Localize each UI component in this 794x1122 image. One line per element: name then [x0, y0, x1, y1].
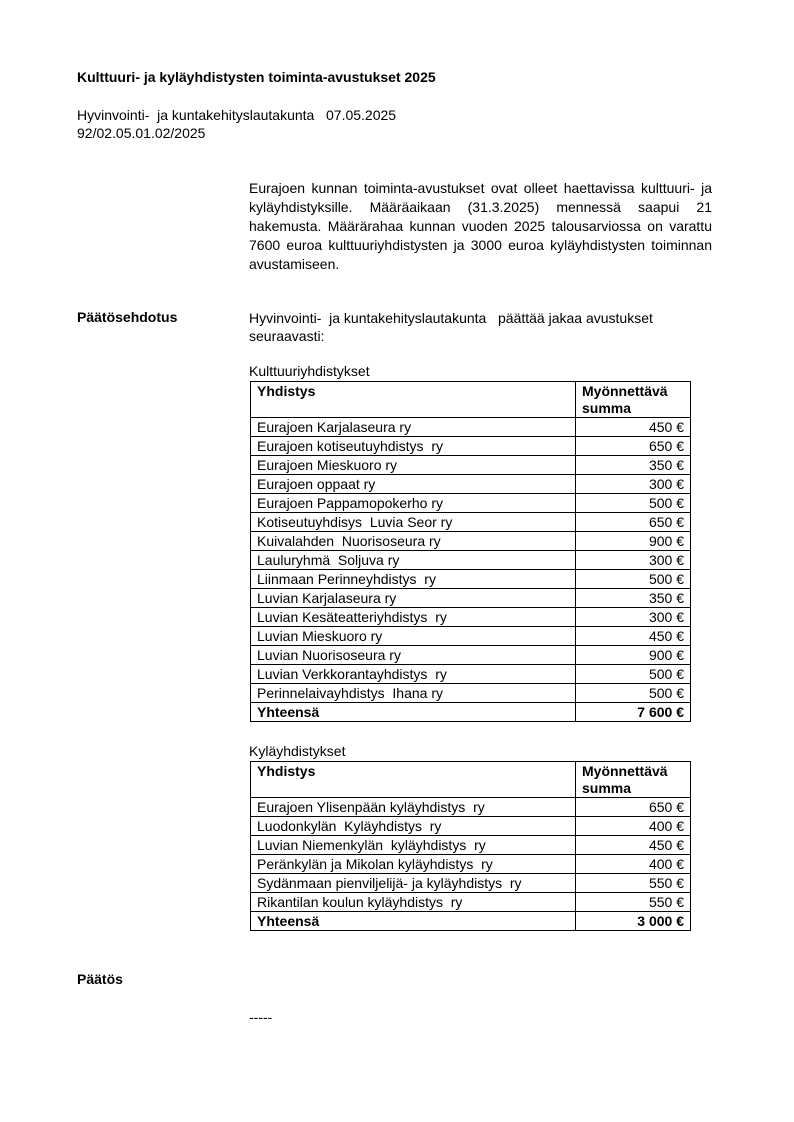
grant-amount: 300 €	[576, 475, 691, 494]
village-table-caption: Kyläyhdistykset	[249, 743, 346, 759]
table-row	[251, 684, 691, 703]
grant-amount: 550 €	[576, 893, 691, 912]
grant-amount: 900 €	[576, 646, 691, 665]
table-total-row	[251, 703, 691, 722]
column-header-name: Yhdistys	[251, 762, 576, 798]
table-row	[251, 608, 691, 627]
association-name: Luvian Kesäteatteriyhdistys ry	[251, 608, 576, 627]
table-row	[251, 855, 691, 874]
table-row	[251, 893, 691, 912]
proposal-text: Hyvinvointi- ja kuntakehityslautakunta päättää jakaa avustukset seuraavasti:	[249, 310, 657, 344]
association-name: Perinnelaivayhdistys Ihana ry	[251, 684, 576, 703]
grant-amount: 350 €	[576, 589, 691, 608]
table-row	[251, 665, 691, 684]
total-amount: 7 600 €	[576, 703, 691, 722]
association-name: Eurajoen Ylisenpään kyläyhdistys ry	[251, 798, 576, 817]
association-name: Eurajoen Karjalaseura ry	[251, 418, 576, 437]
grant-amount: 400 €	[576, 817, 691, 836]
table-header-row	[251, 382, 691, 418]
table-row	[251, 646, 691, 665]
grant-amount: 300 €	[576, 608, 691, 627]
table-row	[251, 798, 691, 817]
table-row	[251, 513, 691, 532]
association-name: Kotiseutuyhdisys Luvia Seor ry	[251, 513, 576, 532]
column-header-amount: Myönnettävä summa	[576, 762, 691, 798]
table-row	[251, 551, 691, 570]
table-row	[251, 418, 691, 437]
association-name: Liinmaan Perinneyhdistys ry	[251, 570, 576, 589]
association-name: Luvian Nuorisoseura ry	[251, 646, 576, 665]
table-row	[251, 532, 691, 551]
total-amount: 3 000 €	[576, 912, 691, 931]
table-total-row	[251, 912, 691, 931]
association-name: Luodonkylän Kyläyhdistys ry	[251, 817, 576, 836]
association-name: Luvian Verkkorantayhdistys ry	[251, 665, 576, 684]
association-name: Eurajoen oppaat ry	[251, 475, 576, 494]
association-name: Luvian Mieskuoro ry	[251, 627, 576, 646]
decision-text: -----	[249, 1009, 273, 1025]
culture-table-caption: Kulttuuriyhdistykset	[249, 363, 370, 379]
association-name: Eurajoen Mieskuoro ry	[251, 456, 576, 475]
grant-amount: 500 €	[576, 684, 691, 703]
proposal-label: Päätösehdotus	[77, 309, 178, 325]
grant-amount: 500 €	[576, 494, 691, 513]
reference-number: 92/02.05.01.02/2025	[77, 125, 206, 141]
table-row	[251, 836, 691, 855]
table-row	[251, 570, 691, 589]
grant-amount: 500 €	[576, 665, 691, 684]
total-label: Yhteensä	[251, 703, 576, 722]
grant-amount: 400 €	[576, 855, 691, 874]
total-label: Yhteensä	[251, 912, 576, 931]
column-header-name: Yhdistys	[251, 382, 576, 418]
village-table-body	[251, 798, 691, 912]
grant-amount: 500 €	[576, 570, 691, 589]
association-name: Luvian Karjalaseura ry	[251, 589, 576, 608]
grant-amount: 650 €	[576, 798, 691, 817]
meeting-info	[77, 106, 396, 142]
grant-amount: 450 €	[576, 418, 691, 437]
decision-label: Päätös	[77, 971, 123, 987]
grant-amount: 450 €	[576, 836, 691, 855]
association-name: Rikantilan koulun kyläyhdistys ry	[251, 893, 576, 912]
grant-amount: 300 €	[576, 551, 691, 570]
village-grants-table	[250, 761, 691, 931]
association-name: Peränkylän ja Mikolan kyläyhdistys ry	[251, 855, 576, 874]
table-row	[251, 475, 691, 494]
table-row	[251, 874, 691, 893]
grant-amount: 650 €	[576, 513, 691, 532]
meeting-line: Hyvinvointi- ja kuntakehityslautakunta 07.05.2025	[77, 107, 397, 123]
association-name: Eurajoen Pappamopokerho ry	[251, 494, 576, 513]
association-name: Lauluryhmä Soljuva ry	[251, 551, 576, 570]
grant-amount: 650 €	[576, 437, 691, 456]
document-title: Kulttuuri- ja kyläyhdistysten toiminta-avustukset 2025	[77, 69, 436, 85]
culture-grants-table	[250, 381, 691, 722]
association-name: Kuivalahden Nuorisoseura ry	[251, 532, 576, 551]
table-row	[251, 456, 691, 475]
grant-amount: 350 €	[576, 456, 691, 475]
culture-table-body	[251, 418, 691, 703]
intro-paragraph: Eurajoen kunnan toiminta-avustukset ovat olleet haettavissa kulttuuri- ja kyläyhdistyksille. Määräaikaan (31.3.2025) mennessä saapui 21 hakemusta. Määrärahaa kunnan vuoden 2025 talousarviossa on varattu 7600 euroa kulttuuriyhdistysten ja 3000 euroa kyläyhdistysten toiminnan avustamiseen.	[249, 180, 712, 272]
table-row	[251, 817, 691, 836]
table-row	[251, 437, 691, 456]
grant-amount: 900 €	[576, 532, 691, 551]
table-row	[251, 494, 691, 513]
grant-amount: 450 €	[576, 627, 691, 646]
table-row	[251, 589, 691, 608]
grant-amount: 550 €	[576, 874, 691, 893]
table-row	[251, 627, 691, 646]
table-header-row	[251, 762, 691, 798]
column-header-amount: Myönnettävä summa	[576, 382, 691, 418]
association-name: Luvian Niemenkylän kyläyhdistys ry	[251, 836, 576, 855]
association-name: Eurajoen kotiseutuyhdistys ry	[251, 437, 576, 456]
association-name: Sydänmaan pienviljelijä- ja kyläyhdistys ry	[251, 874, 576, 893]
